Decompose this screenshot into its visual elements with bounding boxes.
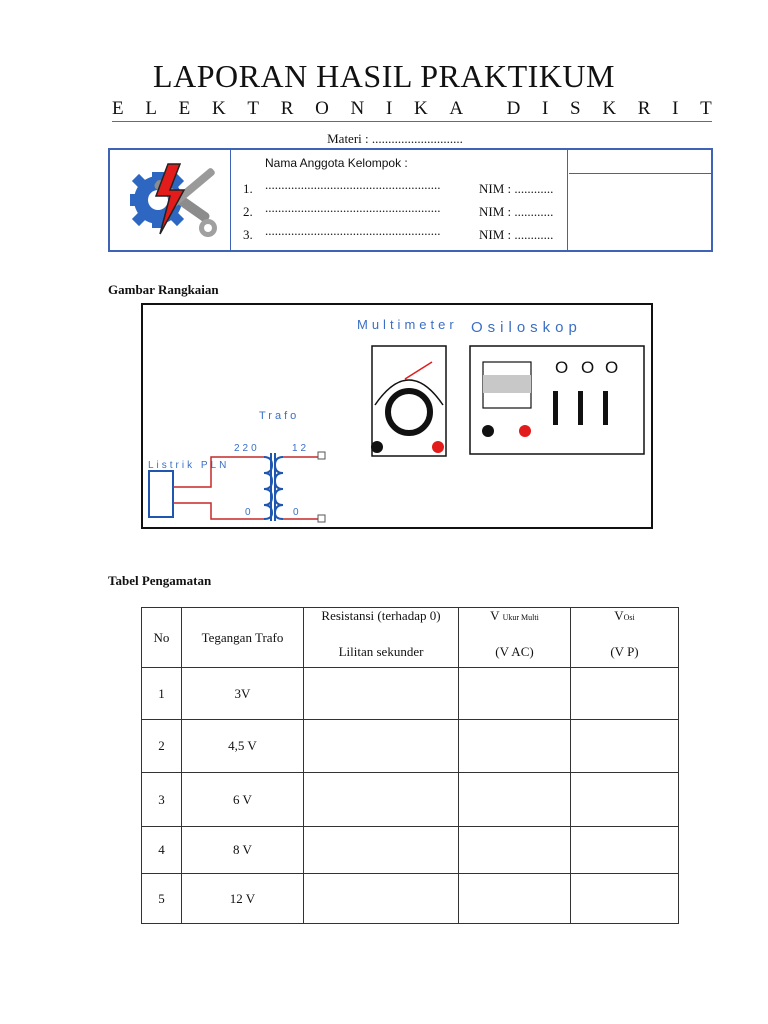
probe-black-jack <box>482 425 494 437</box>
osiloskop-label: Osiloskop <box>471 319 582 336</box>
cell-resistansi <box>304 720 459 773</box>
oscilloscope-icon <box>470 346 644 454</box>
secondary-low-label: 0 <box>293 507 299 518</box>
subtitle-letter: K <box>602 98 617 119</box>
cell-no: 5 <box>142 874 182 924</box>
grade-cell <box>569 150 711 250</box>
header-v-osi <box>571 608 679 668</box>
cell-v-osi <box>571 827 679 874</box>
cell-tegangan: 8 V <box>182 827 304 874</box>
header-v-osi-unit: (V P) <box>610 643 639 659</box>
cell-tegangan: 12 V <box>182 874 304 924</box>
member-nim-field: NIM : ............ <box>479 181 554 196</box>
subtitle-letter: E <box>178 98 191 119</box>
table-header-row <box>142 608 679 668</box>
member-nim-field: NIM : ............ <box>479 227 554 242</box>
subtitle-letter: E <box>112 98 124 119</box>
subtitle-letter: T <box>247 98 259 119</box>
member-number: 3. <box>243 227 253 242</box>
circuit-diagram <box>141 303 653 529</box>
transformer <box>264 453 283 521</box>
header-v-multi <box>459 608 571 668</box>
member-name-field: ...................................................... <box>265 200 441 215</box>
header-resistansi-top: Resistansi (terhadap 0) <box>321 607 441 623</box>
header-resistansi <box>304 608 459 668</box>
logo <box>110 150 230 250</box>
logo-cell <box>110 150 231 250</box>
oscilloscope-slider <box>553 391 558 425</box>
subtitle-letter: O <box>315 98 329 119</box>
subtitle-letter: R <box>637 98 651 119</box>
member-row <box>243 223 553 243</box>
multimeter-icon <box>371 346 446 456</box>
cell-v-osi <box>571 773 679 827</box>
terminal-top <box>318 452 325 459</box>
subtitle-letter: K <box>413 98 428 119</box>
header-v-multi-unit: (V AC) <box>495 643 534 659</box>
header-v-multi-main: V <box>490 607 500 623</box>
cell-v-osi <box>571 668 679 720</box>
table-row <box>142 668 679 720</box>
cell-tegangan: 3V <box>182 668 304 720</box>
subtitle-letter: T <box>700 98 712 119</box>
probe-red-jack <box>432 441 444 453</box>
cell-v-osi <box>571 874 679 924</box>
cell-no: 4 <box>142 827 182 874</box>
table-row <box>142 827 679 874</box>
cell-v-multi <box>459 668 571 720</box>
probe-black-jack <box>371 441 383 453</box>
header-v-multi-sub: Ukur Multi <box>502 612 539 622</box>
subtitle-letter: I <box>542 98 549 119</box>
subtitle-letter: R <box>280 98 294 119</box>
members-heading: Nama Anggota Kelompok : <box>265 156 408 170</box>
member-row <box>243 200 553 220</box>
secondary-wires <box>283 457 319 519</box>
oscilloscope-knob: O <box>581 358 595 377</box>
page-title: LAPORAN HASIL PRAKTIKUM <box>153 58 615 94</box>
header-resistansi-bottom: Lilitan sekunder <box>338 643 424 659</box>
table-row <box>142 720 679 773</box>
subtitle-letter: I <box>672 98 679 119</box>
primary-low-label: 0 <box>245 507 251 518</box>
observation-table <box>141 607 679 924</box>
cell-v-multi <box>459 773 571 827</box>
member-number: 2. <box>243 204 253 219</box>
oscilloscope-slider <box>603 391 608 425</box>
cell-tegangan: 6 V <box>182 773 304 827</box>
cell-v-multi <box>459 720 571 773</box>
member-row <box>243 177 553 197</box>
cell-no: 2 <box>142 720 182 773</box>
oscilloscope-slider <box>578 391 583 425</box>
subtitle-letter: K <box>211 98 226 119</box>
member-nim-field: NIM : ............ <box>479 204 554 219</box>
member-info-box <box>108 148 713 252</box>
cell-tegangan: 4,5 V <box>182 720 304 773</box>
page-subtitle <box>112 98 712 120</box>
cell-resistansi <box>304 668 459 720</box>
probe-red-jack <box>519 425 531 437</box>
header-tegangan: Tegangan Trafo <box>182 608 304 668</box>
header-rule <box>112 121 712 122</box>
member-name-field: ...................................................... <box>265 177 441 192</box>
terminal-bottom <box>318 515 325 522</box>
cell-resistansi <box>304 874 459 924</box>
cell-resistansi <box>304 827 459 874</box>
cell-v-multi <box>459 874 571 924</box>
cell-no: 3 <box>142 773 182 827</box>
header-no: No <box>142 608 182 668</box>
cell-v-multi <box>459 827 571 874</box>
member-number: 1. <box>243 181 253 196</box>
secondary-high-label: 12 <box>292 443 310 454</box>
primary-high-label: 220 <box>234 443 260 454</box>
source-label: Listrik PLN <box>148 460 230 471</box>
table-section-label: Tabel Pengamatan <box>108 573 212 588</box>
subtitle-letter: N <box>350 98 365 119</box>
subtitle-letter: D <box>506 98 521 119</box>
members-cell <box>231 150 568 250</box>
table-row <box>142 773 679 827</box>
oscilloscope-knob: O <box>555 358 569 377</box>
materi-field: Materi : ............................ <box>327 131 463 146</box>
oscilloscope-knob: O <box>605 358 619 377</box>
cell-no: 1 <box>142 668 182 720</box>
subtitle-letter: L <box>145 98 157 119</box>
header-v-osi-sub: Osi <box>623 612 635 622</box>
subtitle-letter: S <box>570 98 581 119</box>
multimeter-label: Multimeter <box>357 317 458 332</box>
table-row <box>142 874 679 924</box>
power-source <box>149 471 173 517</box>
grade-cell-divider <box>569 173 711 174</box>
subtitle-letter: I <box>385 98 393 119</box>
circuit-section-label: Gambar Rangkaian <box>108 282 219 297</box>
cell-v-osi <box>571 720 679 773</box>
trafo-label: Trafo <box>259 410 300 422</box>
cell-resistansi <box>304 773 459 827</box>
header-v-osi-main: V <box>614 607 624 623</box>
member-name-field: ...................................................... <box>265 223 441 238</box>
subtitle-letter: A <box>449 98 464 119</box>
